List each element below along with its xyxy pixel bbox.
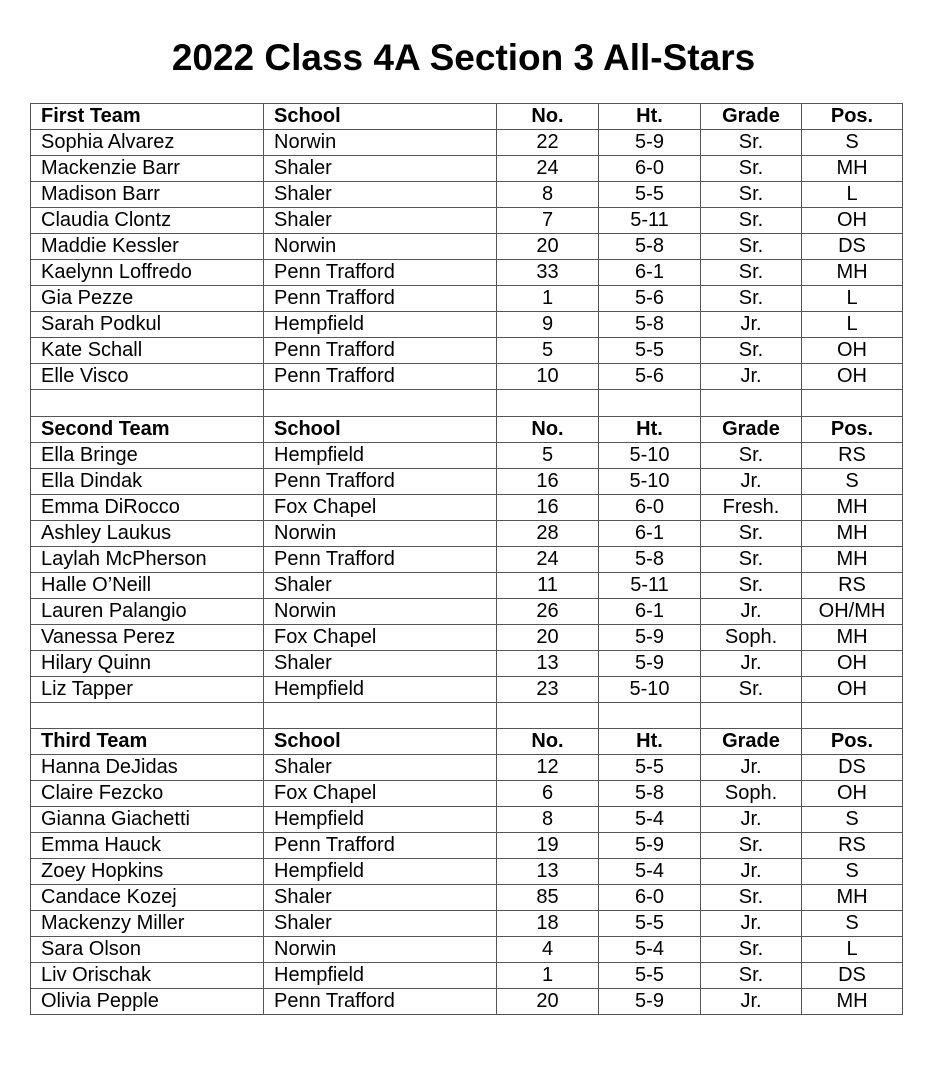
player-name-cell: Madison Barr: [31, 182, 264, 208]
position-cell: MH: [802, 546, 903, 572]
position-cell: OH: [802, 338, 903, 364]
table-row: [31, 572, 903, 598]
school-header: School: [264, 104, 497, 130]
empty-cell: [802, 702, 903, 729]
table-row: [31, 963, 903, 989]
grade-header: Grade: [701, 729, 802, 755]
grade-cell: Soph.: [701, 624, 802, 650]
table-row: [31, 260, 903, 286]
player-name-cell: Vanessa Perez: [31, 624, 264, 650]
team-header: First Team: [31, 104, 264, 130]
number-cell: 8: [497, 807, 599, 833]
empty-cell: [264, 702, 497, 729]
school-cell: Norwin: [264, 130, 497, 156]
grade-cell: Jr.: [701, 859, 802, 885]
player-name-cell: Gianna Giachetti: [31, 807, 264, 833]
height-cell: 6-1: [599, 520, 701, 546]
player-name-cell: Liz Tapper: [31, 676, 264, 702]
position-cell: DS: [802, 755, 903, 781]
grade-cell: Jr.: [701, 598, 802, 624]
number-cell: 85: [497, 885, 599, 911]
table-row: [31, 182, 903, 208]
player-name-cell: Emma Hauck: [31, 833, 264, 859]
grade-cell: Sr.: [701, 156, 802, 182]
grade-cell: Jr.: [701, 989, 802, 1015]
number-cell: 18: [497, 911, 599, 937]
table-row: [31, 494, 903, 520]
player-name-cell: Sophia Alvarez: [31, 130, 264, 156]
empty-cell: [599, 390, 701, 417]
table-row: [31, 676, 903, 702]
table-row: [31, 546, 903, 572]
height-cell: 5-5: [599, 963, 701, 989]
number-cell: 24: [497, 546, 599, 572]
grade-header: Grade: [701, 416, 802, 442]
position-cell: DS: [802, 963, 903, 989]
grade-cell: Sr.: [701, 442, 802, 468]
grade-header: Grade: [701, 104, 802, 130]
height-cell: 5-9: [599, 624, 701, 650]
grade-cell: Sr.: [701, 260, 802, 286]
school-cell: Norwin: [264, 520, 497, 546]
table-row: [31, 650, 903, 676]
player-name-cell: Kate Schall: [31, 338, 264, 364]
number-cell: 7: [497, 208, 599, 234]
table-row: [31, 130, 903, 156]
section-header-row: [31, 104, 903, 130]
all-stars-table: [30, 103, 903, 1015]
table-row: [31, 989, 903, 1015]
position-cell: MH: [802, 260, 903, 286]
position-cell: DS: [802, 234, 903, 260]
school-cell: Penn Trafford: [264, 364, 497, 390]
player-name-cell: Claudia Clontz: [31, 208, 264, 234]
number-cell: 11: [497, 572, 599, 598]
empty-cell: [599, 702, 701, 729]
position-header: Pos.: [802, 729, 903, 755]
grade-cell: Jr.: [701, 364, 802, 390]
height-cell: 6-0: [599, 156, 701, 182]
height-cell: 5-4: [599, 937, 701, 963]
position-header: Pos.: [802, 416, 903, 442]
grade-cell: Sr.: [701, 963, 802, 989]
height-cell: 5-5: [599, 338, 701, 364]
empty-cell: [31, 390, 264, 417]
position-cell: S: [802, 807, 903, 833]
position-cell: OH/MH: [802, 598, 903, 624]
number-cell: 23: [497, 676, 599, 702]
player-name-cell: Halle O’Neill: [31, 572, 264, 598]
height-cell: 5-9: [599, 833, 701, 859]
number-cell: 6: [497, 781, 599, 807]
grade-cell: Sr.: [701, 234, 802, 260]
number-cell: 8: [497, 182, 599, 208]
section-header-row: [31, 416, 903, 442]
number-cell: 20: [497, 234, 599, 260]
number-cell: 19: [497, 833, 599, 859]
number-cell: 9: [497, 312, 599, 338]
table-body: [31, 104, 903, 1015]
number-cell: 16: [497, 468, 599, 494]
position-cell: OH: [802, 364, 903, 390]
school-cell: Hempfield: [264, 442, 497, 468]
height-cell: 6-0: [599, 494, 701, 520]
number-cell: 12: [497, 755, 599, 781]
empty-cell: [497, 390, 599, 417]
table-row: [31, 781, 903, 807]
grade-cell: Sr.: [701, 286, 802, 312]
player-name-cell: Liv Orischak: [31, 963, 264, 989]
player-name-cell: Ashley Laukus: [31, 520, 264, 546]
number-cell: 1: [497, 963, 599, 989]
player-name-cell: Hanna DeJidas: [31, 755, 264, 781]
table-row: [31, 312, 903, 338]
table-row: [31, 755, 903, 781]
player-name-cell: Ella Dindak: [31, 468, 264, 494]
player-name-cell: Emma DiRocco: [31, 494, 264, 520]
table-row: [31, 520, 903, 546]
section-header-row: [31, 729, 903, 755]
position-cell: S: [802, 859, 903, 885]
grade-cell: Jr.: [701, 650, 802, 676]
table-row: [31, 468, 903, 494]
player-name-cell: Claire Fezcko: [31, 781, 264, 807]
empty-cell: [701, 390, 802, 417]
height-cell: 5-11: [599, 208, 701, 234]
number-cell: 1: [497, 286, 599, 312]
position-cell: S: [802, 468, 903, 494]
table-row: [31, 234, 903, 260]
player-name-cell: Lauren Palangio: [31, 598, 264, 624]
height-cell: 5-4: [599, 859, 701, 885]
school-cell: Hempfield: [264, 312, 497, 338]
number-cell: 16: [497, 494, 599, 520]
number-cell: 10: [497, 364, 599, 390]
number-cell: 26: [497, 598, 599, 624]
school-cell: Shaler: [264, 755, 497, 781]
table-row: [31, 833, 903, 859]
player-name-cell: Ella Bringe: [31, 442, 264, 468]
table-row: [31, 859, 903, 885]
empty-cell: [31, 702, 264, 729]
height-cell: 5-8: [599, 312, 701, 338]
number-header: No.: [497, 416, 599, 442]
position-cell: MH: [802, 989, 903, 1015]
height-cell: 5-10: [599, 442, 701, 468]
player-name-cell: Laylah McPherson: [31, 546, 264, 572]
height-cell: 5-9: [599, 650, 701, 676]
height-cell: 6-1: [599, 598, 701, 624]
player-name-cell: Kaelynn Loffredo: [31, 260, 264, 286]
number-cell: 13: [497, 650, 599, 676]
position-cell: MH: [802, 494, 903, 520]
school-cell: Hempfield: [264, 807, 497, 833]
table-row: [31, 911, 903, 937]
position-cell: L: [802, 182, 903, 208]
table-row: [31, 364, 903, 390]
school-cell: Shaler: [264, 572, 497, 598]
height-cell: 5-9: [599, 989, 701, 1015]
position-cell: S: [802, 911, 903, 937]
school-cell: Fox Chapel: [264, 781, 497, 807]
number-cell: 24: [497, 156, 599, 182]
school-cell: Penn Trafford: [264, 286, 497, 312]
position-cell: MH: [802, 885, 903, 911]
player-name-cell: Mackenzie Barr: [31, 156, 264, 182]
number-header: No.: [497, 729, 599, 755]
position-cell: OH: [802, 676, 903, 702]
position-cell: L: [802, 286, 903, 312]
grade-cell: Sr.: [701, 937, 802, 963]
spacer-row: [31, 702, 903, 729]
table-row: [31, 624, 903, 650]
number-cell: 20: [497, 624, 599, 650]
grade-cell: Jr.: [701, 911, 802, 937]
grade-cell: Jr.: [701, 807, 802, 833]
position-cell: MH: [802, 624, 903, 650]
school-cell: Shaler: [264, 156, 497, 182]
number-cell: 4: [497, 937, 599, 963]
height-cell: 5-8: [599, 234, 701, 260]
grade-cell: Jr.: [701, 468, 802, 494]
height-cell: 5-6: [599, 286, 701, 312]
school-cell: Shaler: [264, 182, 497, 208]
position-cell: L: [802, 937, 903, 963]
empty-cell: [701, 702, 802, 729]
table-row: [31, 156, 903, 182]
grade-cell: Sr.: [701, 520, 802, 546]
grade-cell: Sr.: [701, 572, 802, 598]
player-name-cell: Sara Olson: [31, 937, 264, 963]
grade-cell: Sr.: [701, 546, 802, 572]
height-cell: 5-10: [599, 468, 701, 494]
position-cell: MH: [802, 520, 903, 546]
position-cell: OH: [802, 650, 903, 676]
height-header: Ht.: [599, 729, 701, 755]
school-cell: Penn Trafford: [264, 468, 497, 494]
height-cell: 5-4: [599, 807, 701, 833]
school-cell: Penn Trafford: [264, 338, 497, 364]
player-name-cell: Gia Pezze: [31, 286, 264, 312]
grade-cell: Sr.: [701, 208, 802, 234]
position-cell: RS: [802, 572, 903, 598]
school-cell: Hempfield: [264, 963, 497, 989]
team-header: Third Team: [31, 729, 264, 755]
grade-cell: Sr.: [701, 182, 802, 208]
height-header: Ht.: [599, 104, 701, 130]
spacer-row: [31, 390, 903, 417]
player-name-cell: Zoey Hopkins: [31, 859, 264, 885]
height-cell: 5-5: [599, 755, 701, 781]
empty-cell: [802, 390, 903, 417]
grade-cell: Sr.: [701, 885, 802, 911]
school-cell: Norwin: [264, 234, 497, 260]
player-name-cell: Elle Visco: [31, 364, 264, 390]
school-cell: Penn Trafford: [264, 260, 497, 286]
height-cell: 5-8: [599, 546, 701, 572]
empty-cell: [264, 390, 497, 417]
table-row: [31, 286, 903, 312]
grade-cell: Sr.: [701, 833, 802, 859]
height-cell: 5-6: [599, 364, 701, 390]
table-row: [31, 338, 903, 364]
player-name-cell: Candace Kozej: [31, 885, 264, 911]
table-row: [31, 937, 903, 963]
position-cell: RS: [802, 442, 903, 468]
player-name-cell: Olivia Pepple: [31, 989, 264, 1015]
school-cell: Fox Chapel: [264, 494, 497, 520]
school-cell: Shaler: [264, 650, 497, 676]
school-cell: Norwin: [264, 937, 497, 963]
height-cell: 6-1: [599, 260, 701, 286]
school-cell: Penn Trafford: [264, 833, 497, 859]
height-cell: 5-9: [599, 130, 701, 156]
player-name-cell: Maddie Kessler: [31, 234, 264, 260]
player-name-cell: Sarah Podkul: [31, 312, 264, 338]
grade-cell: Fresh.: [701, 494, 802, 520]
grade-cell: Jr.: [701, 755, 802, 781]
height-cell: 5-5: [599, 182, 701, 208]
number-cell: 20: [497, 989, 599, 1015]
page-title: 2022 Class 4A Section 3 All-Stars: [171, 37, 756, 78]
school-cell: Fox Chapel: [264, 624, 497, 650]
table-row: [31, 208, 903, 234]
position-cell: MH: [802, 156, 903, 182]
height-cell: 5-5: [599, 911, 701, 937]
school-cell: Norwin: [264, 598, 497, 624]
position-cell: OH: [802, 208, 903, 234]
grade-cell: Sr.: [701, 338, 802, 364]
school-cell: Shaler: [264, 885, 497, 911]
position-cell: L: [802, 312, 903, 338]
number-cell: 28: [497, 520, 599, 546]
school-cell: Hempfield: [264, 676, 497, 702]
position-cell: OH: [802, 781, 903, 807]
table-row: [31, 885, 903, 911]
player-name-cell: Hilary Quinn: [31, 650, 264, 676]
team-header: Second Team: [31, 416, 264, 442]
height-cell: 6-0: [599, 885, 701, 911]
height-cell: 5-11: [599, 572, 701, 598]
number-cell: 13: [497, 859, 599, 885]
empty-cell: [497, 702, 599, 729]
position-header: Pos.: [802, 104, 903, 130]
school-header: School: [264, 729, 497, 755]
grade-cell: Soph.: [701, 781, 802, 807]
height-header: Ht.: [599, 416, 701, 442]
school-cell: Penn Trafford: [264, 546, 497, 572]
school-cell: Penn Trafford: [264, 989, 497, 1015]
grade-cell: Sr.: [701, 130, 802, 156]
table-row: [31, 807, 903, 833]
number-cell: 33: [497, 260, 599, 286]
position-cell: RS: [802, 833, 903, 859]
number-cell: 5: [497, 338, 599, 364]
height-cell: 5-10: [599, 676, 701, 702]
grade-cell: Jr.: [701, 312, 802, 338]
height-cell: 5-8: [599, 781, 701, 807]
number-header: No.: [497, 104, 599, 130]
table-row: [31, 442, 903, 468]
school-cell: Shaler: [264, 911, 497, 937]
number-cell: 5: [497, 442, 599, 468]
table-row: [31, 598, 903, 624]
grade-cell: Sr.: [701, 676, 802, 702]
school-cell: Shaler: [264, 208, 497, 234]
position-cell: S: [802, 130, 903, 156]
school-header: School: [264, 416, 497, 442]
player-name-cell: Mackenzy Miller: [31, 911, 264, 937]
number-cell: 22: [497, 130, 599, 156]
school-cell: Hempfield: [264, 859, 497, 885]
